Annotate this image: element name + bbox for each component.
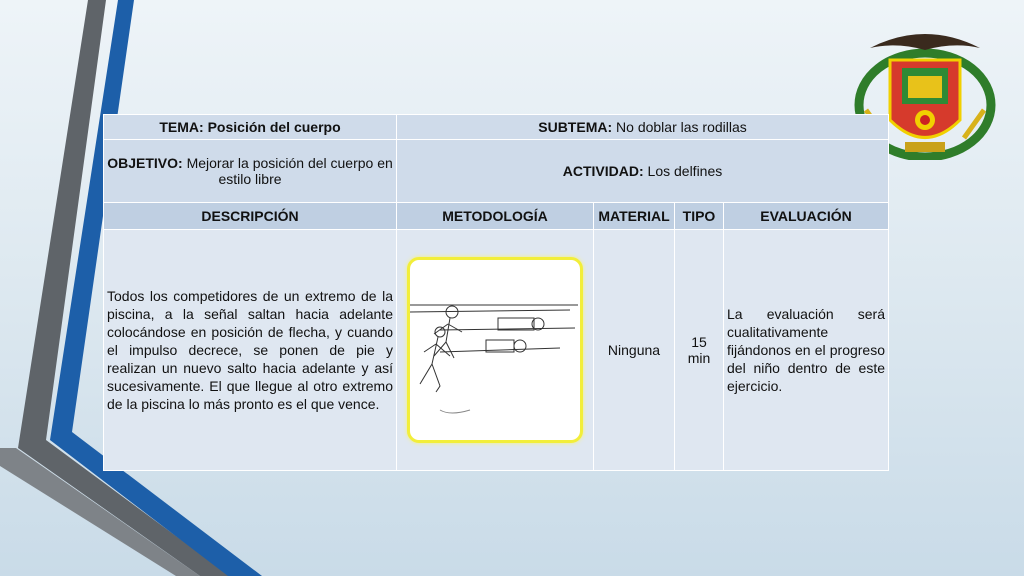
column-header-descripcion: DESCRIPCIÓN — [104, 203, 397, 230]
subtema-value: No doblar las rodillas — [616, 119, 747, 135]
objetivo-label: OBJETIVO: — [107, 155, 183, 171]
evaluacion-cell: La evaluación será cualitativamente fijándonos en el progreso del niño dentro de este ejercicio. — [724, 230, 889, 471]
tema-label: TEMA: — [159, 119, 204, 135]
column-header-material: MATERIAL — [594, 203, 675, 230]
figure-frame — [407, 257, 583, 443]
tema-cell — [104, 115, 397, 140]
actividad-label: ACTIVIDAD: — [562, 163, 644, 179]
actividad-value: Los delfines — [647, 163, 723, 179]
objetivo-cell — [104, 140, 397, 203]
metodologia-cell — [397, 230, 594, 471]
actividad-cell — [397, 140, 889, 203]
objetivo-value: Mejorar la posición del cuerpo en estilo libre — [186, 155, 393, 187]
descripcion-cell: Todos los competidores de un extremo de la piscina, a la señal saltan hacia adelante colocándose en posición de flecha, y cuando el impulso decrece, se ponen de pie y realizan un nuevo salto hacia adelante y así sucesivamente. El que llegue al otro extremo de la piscina lo más pronto es el que vence. — [104, 230, 397, 471]
column-header-evaluacion: EVALUACIÓN — [724, 203, 889, 230]
column-header-tipo: TIPO — [675, 203, 724, 230]
tema-value: Posición del cuerpo — [207, 119, 341, 135]
material-cell: Ninguna — [594, 230, 675, 471]
column-header-metodologia: METODOLOGÍA — [397, 203, 594, 230]
subtema-label: SUBTEMA: — [538, 119, 613, 135]
tipo-cell: 15 min — [675, 230, 724, 471]
table-row — [104, 230, 889, 471]
header-row-1 — [104, 115, 889, 140]
lesson-plan-table — [103, 114, 889, 471]
subtema-cell — [397, 115, 889, 140]
swimmers-sketch-icon — [410, 260, 580, 440]
column-header-row — [104, 203, 889, 230]
header-row-2 — [104, 140, 889, 203]
